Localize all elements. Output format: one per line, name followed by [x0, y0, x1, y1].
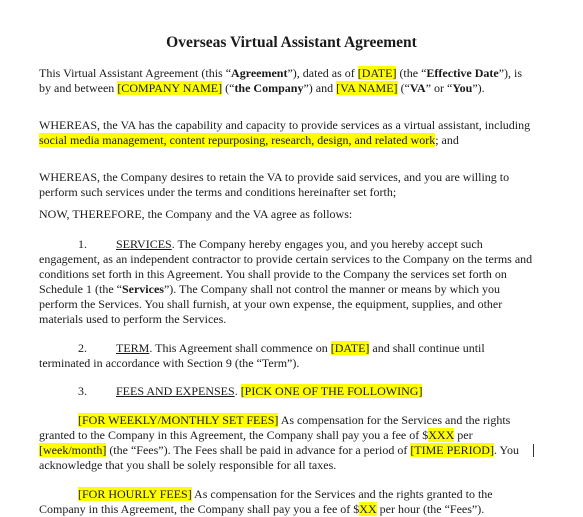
text-run: .	[234, 384, 241, 398]
section-heading: TERM	[116, 341, 150, 355]
placeholder-company-name: [COMPANY NAME]	[117, 81, 223, 95]
defined-term-effective-date: Effective Date	[426, 66, 499, 80]
defined-term-services: Services	[121, 282, 164, 296]
text-run: This Virtual Assistant Agreement (this “	[39, 66, 232, 80]
text-run: ”). The Company shall not control the manner or means by which you perform the Services. You shall furnish, at your own expense, the equipment, supplies, and other materials used to perform the Services.	[39, 282, 503, 326]
defined-term-agreement: Agreement	[231, 66, 288, 80]
placeholder-services-list: social media management, content repurposing, research, design, and related work	[39, 133, 436, 147]
placeholder-pick-option: [PICK ONE OF THE FOLLOWING]	[240, 384, 423, 398]
section-number: 2.	[78, 341, 87, 355]
text-run: . You acknowledge that you shall be solely responsible for all taxes.	[39, 443, 519, 472]
section-number: 1.	[78, 237, 87, 251]
placeholder-period-unit: [week/month]	[39, 443, 107, 457]
text-run: ”) and	[303, 81, 337, 95]
text-run: WHEREAS, the VA has the capability and capacity to provide services as a virtual assistant, including	[39, 118, 531, 132]
placeholder-date: [DATE]	[330, 341, 370, 355]
section-3-weekly-monthly-option	[39, 413, 536, 473]
placeholder-hourly: [FOR HOURLY FEES]	[78, 487, 192, 501]
section-3-fees	[39, 384, 536, 399]
text-run: (the “	[396, 66, 427, 80]
section-1-services	[39, 237, 536, 327]
defined-term-you: You	[452, 81, 473, 95]
text-run: (the “Fees”). The Fees shall be paid in advance for a period of	[106, 443, 411, 457]
text-run: ; and	[435, 133, 459, 147]
text-run: ”), is by and between	[39, 66, 523, 95]
text-run: . This Agreement shall commence on	[149, 341, 331, 355]
whereas-paragraph-1	[39, 118, 536, 148]
text-run: ”), dated as of	[287, 66, 358, 80]
section-heading: FEES AND EXPENSES	[116, 384, 235, 398]
placeholder-weekly-monthly: [FOR WEEKLY/MONTHLY SET FEES]	[78, 413, 279, 427]
placeholder-hourly-rate: XX	[359, 502, 377, 516]
placeholder-va-name: [VA NAME]	[336, 81, 398, 95]
text-run: per	[454, 428, 473, 442]
text-run: As compensation for the Services and the rights granted to the Company in this Agreement, the Company shall pay you a fee of $	[39, 487, 493, 516]
text-run: (“	[222, 81, 235, 95]
document-title: Overseas Virtual Assistant Agreement	[166, 34, 417, 51]
placeholder-date: [DATE]	[357, 66, 397, 80]
whereas-paragraph-2: WHEREAS, the Company desires to retain the VA to provide said services, and you are willing to perform such services under the terms and conditions hereinafter set forth;	[39, 170, 510, 199]
text-run: (“	[397, 81, 410, 95]
text-run: . The Company hereby engages you, and you hereby accept such engagement, as an independent contractor to provide certain services to the Company on the terms and conditions set forth in this Agreement. You shall provide to the Company the services set forth on Schedule 1 (the “	[39, 237, 533, 296]
placeholder-time-period: [TIME PERIOD]	[410, 443, 494, 457]
text-run: As compensation for the Services and the rights granted to the Company in this Agreement, the Company shall pay you a fee of $	[39, 413, 511, 442]
text-cursor	[533, 444, 534, 457]
section-2-term	[39, 341, 536, 371]
text-run: and shall continue until terminated in accordance with Section 9 (the “Term”).	[39, 341, 485, 370]
text-run: ”).	[472, 81, 485, 95]
now-therefore-paragraph: NOW, THEREFORE, the Company and the VA agree as follows:	[39, 207, 353, 221]
text-run: ” or “	[425, 81, 453, 95]
placeholder-fee-amount: XXX	[428, 428, 455, 442]
intro-paragraph	[39, 66, 536, 96]
defined-term-va: VA	[409, 81, 426, 95]
section-heading: SERVICES	[116, 237, 172, 251]
section-number: 3.	[78, 384, 87, 398]
text-run: per hour (the “Fees”).	[376, 502, 485, 516]
defined-term-company: the Company	[234, 81, 304, 95]
